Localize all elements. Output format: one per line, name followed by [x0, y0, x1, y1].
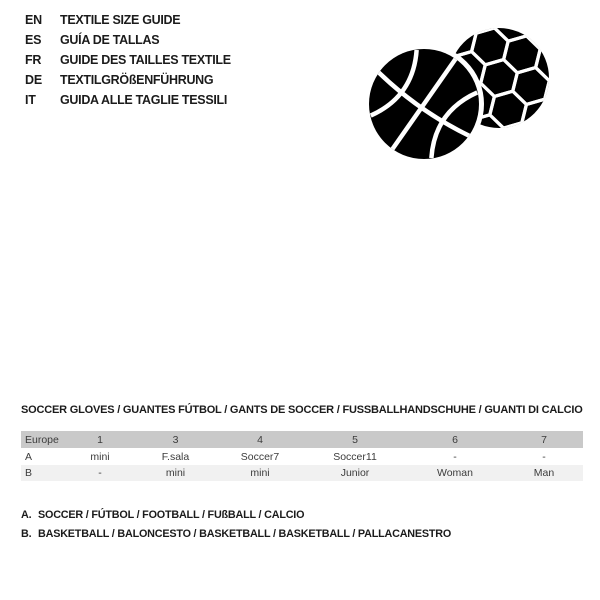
footnote-text: SOCCER / FÚTBOL / FOOTBALL / FUßBALL / CALCIO [38, 508, 305, 521]
footnotes [21, 505, 451, 543]
table-cell: mini [250, 467, 270, 479]
language-row-es [25, 30, 231, 50]
table-cell: F.sala [161, 450, 190, 463]
table-header-cell: 6 [452, 433, 458, 446]
table-header-cell: 1 [97, 433, 103, 446]
footnote-key: B. [21, 527, 32, 540]
language-label: GUÍA DE TALLAS [60, 33, 160, 47]
language-code: ES [25, 33, 42, 47]
table-cell: Soccer11 [333, 450, 377, 463]
table-cell: mini [165, 467, 186, 479]
language-label: TEXTILGRÖßENFÜHRUNG [60, 73, 214, 87]
footnote-b [21, 524, 451, 543]
size-table [21, 431, 583, 481]
table-cell: Man [533, 467, 555, 479]
table-cell: Woman [437, 467, 473, 479]
language-list [25, 10, 231, 110]
language-code: EN [25, 13, 42, 27]
footnote-key: A. [21, 508, 32, 521]
table-header-cell: 3 [172, 433, 179, 446]
language-code: DE [25, 73, 42, 87]
language-code: FR [25, 53, 42, 67]
table-header-row [21, 431, 583, 448]
table-cell: Soccer7 [240, 450, 280, 463]
table-row-b [21, 465, 583, 481]
table-cell: mini [90, 450, 110, 463]
table-header-cell: 7 [541, 433, 547, 446]
footnote-a [21, 505, 451, 524]
table-cell: - [98, 467, 102, 479]
size-table-title: SOCCER GLOVES / GUANTES FÚTBOL / GANTS DE SOCCER / FUSSBALLHANDSCHUHE / GUANTI DI CALCIO [21, 404, 583, 416]
table-cell: Junior [340, 467, 370, 479]
table-header-cell: 4 [257, 433, 263, 446]
language-row-de [25, 70, 231, 90]
language-code: IT [25, 93, 36, 107]
table-header-cell: Europe [25, 433, 59, 446]
row-label: A [25, 450, 33, 463]
table-row-a [21, 448, 583, 465]
language-label: TEXTILE SIZE GUIDE [60, 13, 181, 27]
footnote-text: BASKETBALL / BALONCESTO / BASKETBALL / BASKETBALL / PALLACANESTRO [38, 527, 452, 540]
table-header-cell: 5 [352, 433, 358, 446]
table-cell: - [453, 450, 457, 463]
sports-balls-illustration [360, 10, 560, 170]
language-label: GUIDE DES TAILLES TEXTILE [60, 53, 231, 67]
language-row-en [25, 10, 231, 30]
language-row-fr [25, 50, 231, 70]
table-cell: - [542, 450, 546, 463]
language-row-it [25, 90, 231, 110]
row-label: B [25, 467, 33, 479]
language-label: GUIDA ALLE TAGLIE TESSILI [60, 93, 228, 107]
